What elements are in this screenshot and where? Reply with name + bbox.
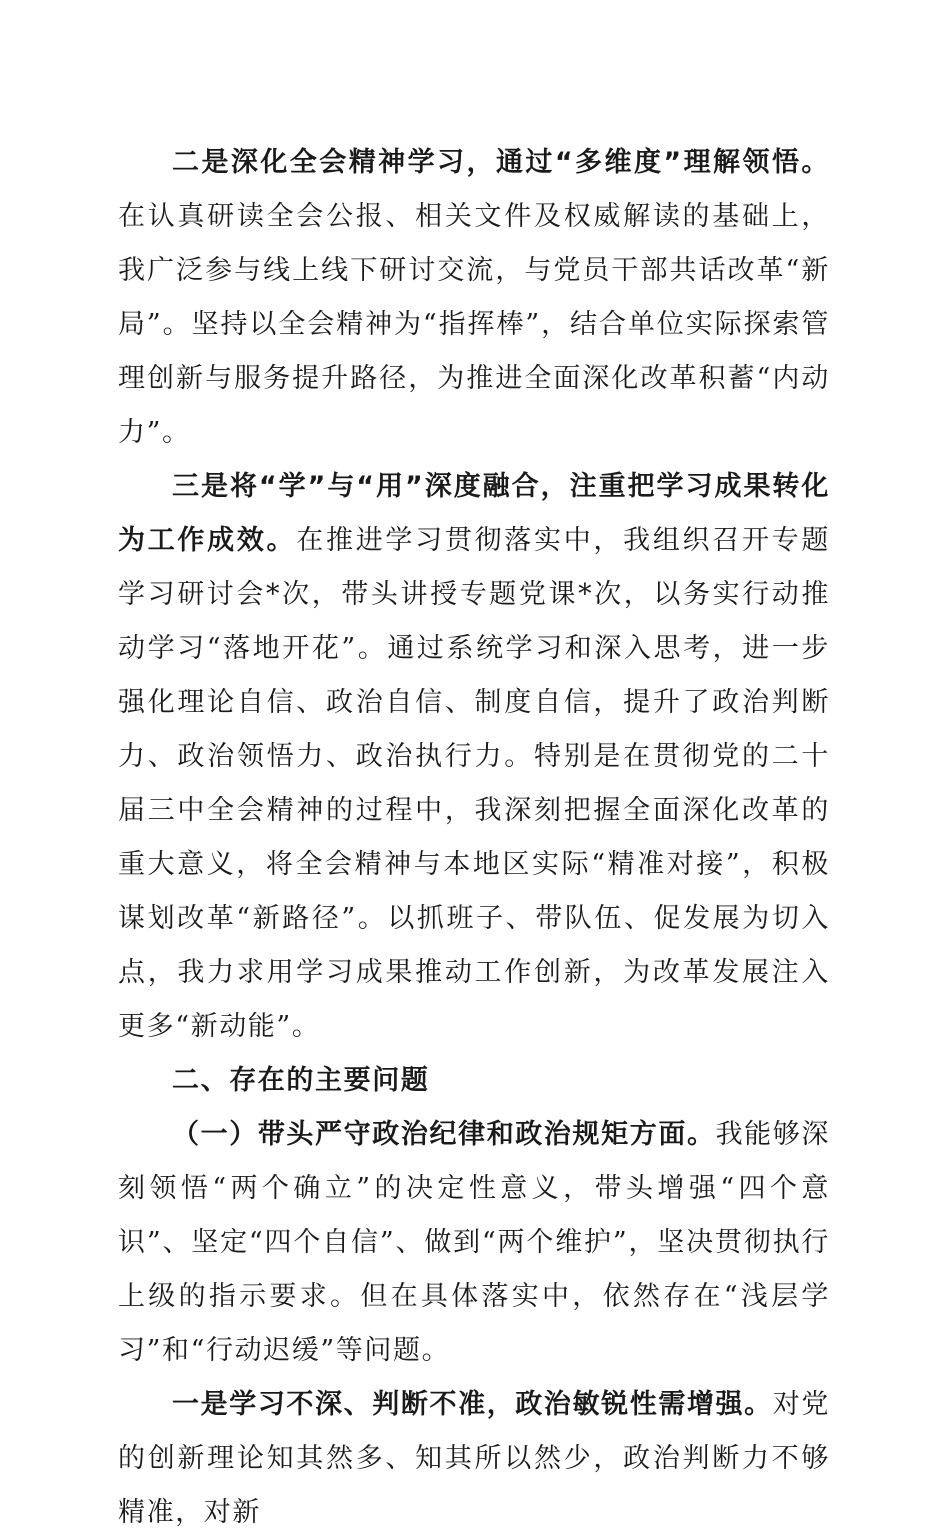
document-body [118,136,830,1540]
paragraph-lead: 三是将“学”与“用”深度融合，注重把学习成果转化为工作成效。 [118,471,830,556]
paragraph-text: 对党的创新理论知其然多、知其所以然少，政治判断力不够精准，对新 [118,1389,830,1528]
paragraph-lead: 一是学习不深、判断不准，政治敏锐性需增强。 [172,1389,773,1420]
paragraph-political-discipline [118,1108,830,1378]
paragraph-text: 在认真研读全会公报、相关文件及权威解读的基础上，我广泛参与线上线下研讨交流，与党员干部共话改革“新局”。坚持以全会精神为“指挥棒”，结合单位实际探索管理创新与服务提升路径，为推进全面深化改革积蓄“内动力”。 [118,201,830,448]
paragraph-lead: 二是深化全会精神学习，通过“多维度”理解领悟。 [172,147,830,178]
paragraph-text: 在推进学习贯彻落实中，我组织召开专题学习研讨会*次，带头讲授专题党课*次，以务实行动推动学习“落地开花”。通过系统学习和深入思考，进一步强化理论自信、政治自信、制度自信，提升了政治判断力、政治领悟力、政治执行力。特别是在贯彻党的二十届三中全会精神的过程中，我深刻把握全面深化改革的重大意义，将全会精神与本地区实际“精准对接”，积极谋划改革“新路径”。以抓班子、带队伍、促发展为切入点，我力求用学习成果推动工作创新，为改革发展注入更多“新动能”。 [118,525,830,1042]
paragraph-study-and-apply [118,460,830,1054]
paragraph-study-not-deep [118,1378,830,1540]
section-heading: 二、存在的主要问题 [172,1065,430,1096]
paragraph-text: 我能够深刻领悟“两个确立”的决定性意义，带头增强“四个意识”、坚定“四个自信”、做到“两个维护”，坚决贯彻执行上级的指示要求。但在具体落实中，依然存在“浅层学习”和“行动迟缓”等问题。 [118,1119,830,1366]
paragraph-deepen-study [118,136,830,460]
subsection-lead: （一）带头严守政治纪律和政治规矩方面。 [172,1119,716,1150]
